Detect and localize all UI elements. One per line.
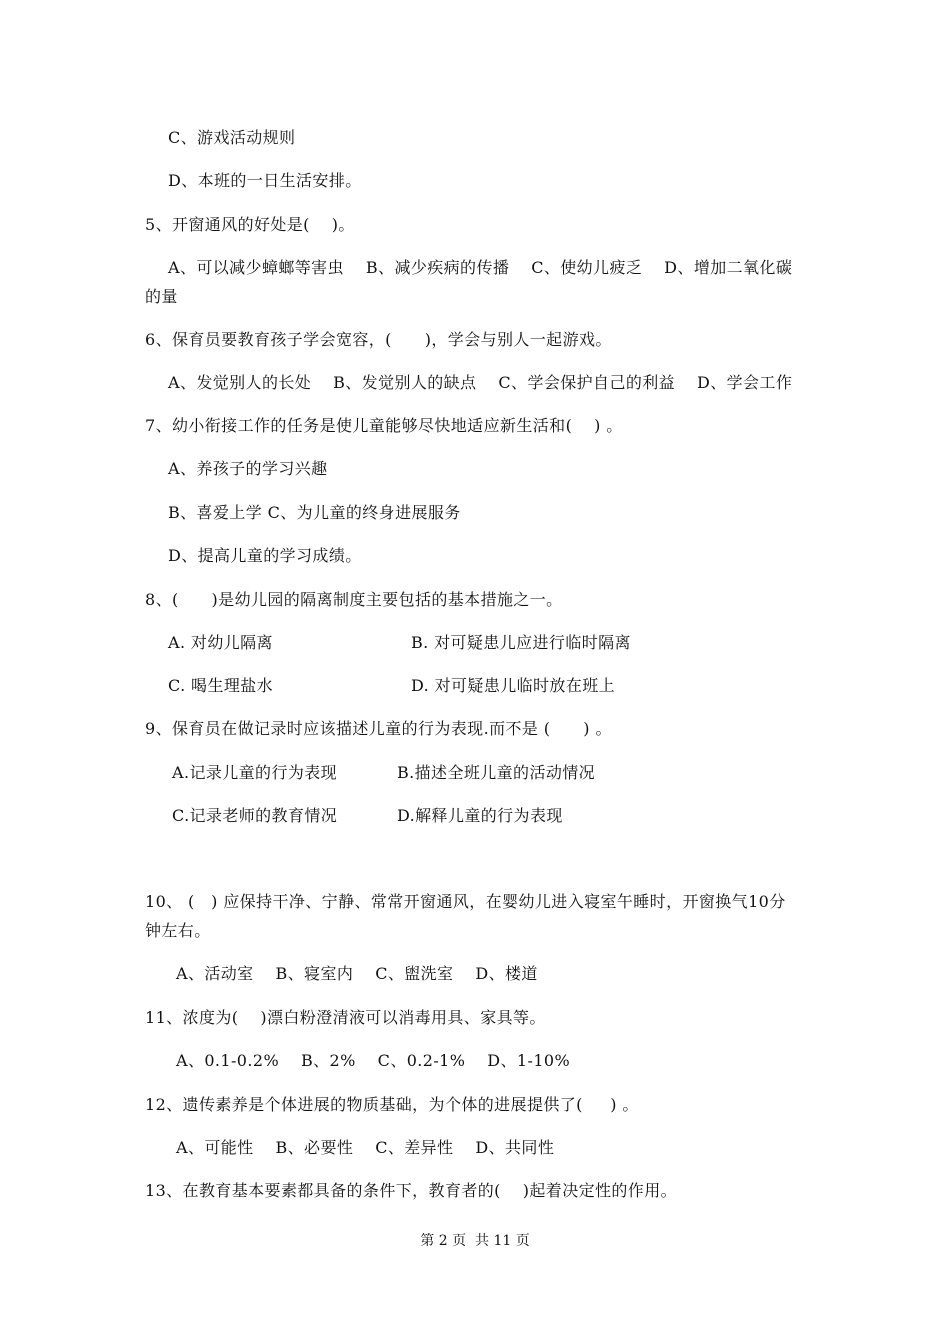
question-12: 12、遗传素养是个体进展的物质基础，为个体的进展提供了( ) 。 [145,1095,639,1114]
q9-option-d: D.解释儿童的行为表现 [397,806,563,825]
page-footer: 第 2 页 共 11 页 [420,1233,530,1249]
q8-option-a: A. 对幼儿隔离 [168,633,273,652]
q9-option-c: C.记录老师的教育情况 [172,806,338,825]
q4-option-c: C、游戏活动规则 [168,128,296,147]
q8-option-d: D. 对可疑患儿临时放在班上 [411,676,616,695]
q6-options: A、发觉别人的长处 B、发觉别人的缺点 C、学会保护自己的利益 D、学会工作 [168,373,793,392]
q11-options: A、0.1-0.2% B、2% C、0.2-1% D、1-10% [176,1051,571,1070]
question-13: 13、在教育基本要素都具备的条件下，教育者的( )起着决定性的作用。 [145,1181,677,1200]
q8-option-c: C. 喝生理盐水 [168,676,274,695]
question-9: 9、保育员在做记录时应该描述儿童的行为表现.而不是 ( ) 。 [145,719,612,738]
q7-option-a: A、养孩子的学习兴趣 [168,459,328,478]
question-7: 7、幼小衔接工作的任务是使儿童能够尽快地适应新生活和( ) 。 [145,416,623,435]
question-6: 6、保育员要教育孩子学会宽容，( )，学会与别人一起游戏。 [145,330,612,349]
q10-options: A、活动室 B、寝室内 C、盥洗室 D、楼道 [176,964,538,983]
q7-option-bc: B、喜爱上学 C、为儿童的终身进展服务 [168,503,461,522]
q5-options: A、可以减少蟑螂等害虫 B、减少疾病的传播 C、使幼儿疲乏 D、增加二氧化碳 [168,258,793,277]
question-10-cont: 钟左右。 [145,921,211,940]
q12-options: A、可能性 B、必要性 C、差异性 D、共同性 [176,1138,555,1157]
q7-option-d: D、提高儿童的学习成绩。 [168,546,362,565]
question-8: 8、( )是幼儿园的隔离制度主要包括的基本措施之一。 [145,590,563,609]
question-5: 5、开窗通风的好处是( )。 [145,215,355,234]
question-11: 11、浓度为( )漂白粉澄清液可以消毒用具、家具等。 [145,1008,546,1027]
q9-option-b: B.描述全班儿童的活动情况 [397,763,596,782]
question-10: 10、 ( ) 应保持干净、宁静、常常开窗通风，在婴幼儿进入寝室午睡时，开窗换气10分 [145,892,786,911]
q8-option-b: B. 对可疑患儿应进行临时隔离 [411,633,631,652]
q9-option-a: A.记录儿童的行为表现 [172,763,338,782]
q5-options-cont: 的量 [145,287,178,306]
q4-option-d: D、本班的一日生活安排。 [168,171,362,190]
